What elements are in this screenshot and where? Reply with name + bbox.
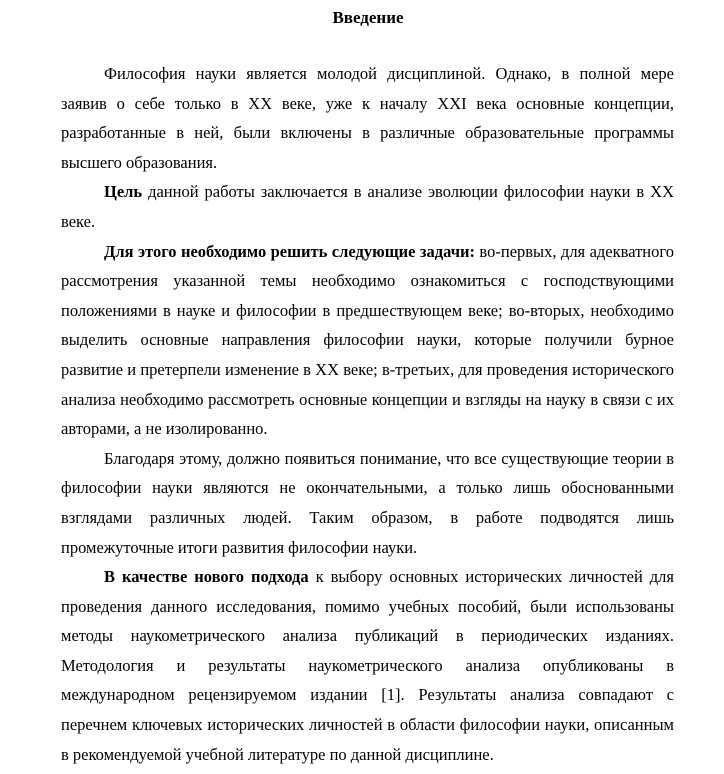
page-title: Введение [332, 8, 404, 27]
paragraph-tasks [61, 237, 674, 444]
paragraph-lead: Цель [104, 182, 143, 202]
paragraph-text: Благодаря этому, должно появиться понимание, что все существующие теории в философии науки являются не окончательными, а только лишь обоснованными взглядами различных людей. Таким образом, в работе подводятся лишь промежуточные итоги развития философии науки. [61, 448, 674, 557]
paragraph-new-approach [61, 562, 674, 769]
paragraph-text: Философия науки является молодой дисциплиной. Однако, в полной мере заявив о себе только в XX веке, уже к началу XXI века основные концепции, разработанные в ней, были включены в различные образовательные программы высшего образования. [61, 64, 674, 172]
paragraph-text: во-первых, для адекватного рассмотрения указанной темы необходимо ознакомиться с господствующими положениями в науке и философии в предшествующем веке; во-вторых, необходимо выделить основные направления философии науки, которые получили бурное развитие и претерпели изменение в XX веке; в-третьих, для проведения исторического анализа необходимо рассмотреть основные концепции и взгляды на науку в связи с их авторами, а не изолированно. [61, 241, 674, 439]
paragraph-lead: В качестве нового подхода [104, 567, 309, 587]
paragraph-text: к выбору основных исторических личностей для проведения данного исследования, помимо учебных пособий, были использованы методы наукометрического анализа публикаций в периодических изданиях. Методология и результаты наукометрического анализа опубликованы в международном рецензируемом издании [1]. Результаты анализа совпадают с перечнем ключевых исторических личностей в области философии науки, описанным в рекомендуемой учебной литературе по данной дисциплине. [61, 567, 674, 764]
paragraph-understanding [61, 444, 674, 562]
paragraph-lead: Для этого необходимо решить следующие задачи: [104, 241, 476, 261]
paragraph-text: данной работы заключается в анализе эволюции философии науки в XX веке. [61, 182, 674, 231]
document-body [61, 59, 674, 769]
paragraph-intro [61, 59, 674, 177]
paragraph-goal [61, 177, 674, 236]
